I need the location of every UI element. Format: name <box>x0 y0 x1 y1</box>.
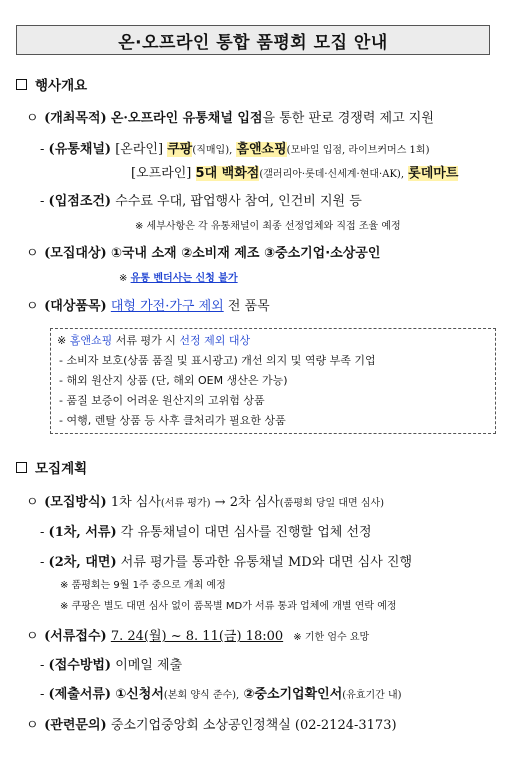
coupang-label: 쿠팡 <box>167 142 193 157</box>
conditions-note: ※ 세부사항은 각 유통채널이 최종 선정업체와 직접 조율 예정 <box>135 221 401 232</box>
exclusion-heading: ※ 홈앤쇼핑 서류 평가 시 선정 제외 대상 <box>57 334 251 347</box>
section-heading-overview: 행사개요 <box>16 78 87 94</box>
exclusion-note-box <box>50 328 496 434</box>
square-bullet-icon <box>16 462 27 473</box>
lotte-mart-label: 롯데마트 <box>408 166 459 181</box>
page-title: 온·오프라인 통합 품평회 모집 안내 <box>118 32 388 53</box>
contact-line: ㅇ (관련문의) 중소기업중앙회 소상공인정책실 (02-2124-3173) <box>26 718 397 733</box>
channels-offline-line: [오프라인] 5대 백화점(갤러리아·롯데·신세계·현대·AK), 롯데마트 <box>131 166 459 181</box>
conditions-line: - (입점조건) 수수료 우대, 팝업행사 참여, 인건비 지원 등 <box>40 194 362 209</box>
required-documents-line: - (제출서류) ①신청서(본회 양식 준수), ②중소기업확인서(유효기간 내) <box>40 687 402 702</box>
second-stage-note-1: ※ 품평회는 9월 1주 중으로 개최 예정 <box>60 580 226 591</box>
channels-online-line: - (유통채널) [온라인] 쿠팡(직매입), 홈앤쇼핑(모바일 입점, 라이브커머스 1회) <box>40 142 430 157</box>
square-bullet-icon <box>16 79 27 90</box>
submission-method-line: - (접수방법) 이메일 제출 <box>40 658 183 673</box>
second-stage-line: - (2차, 대면) 서류 평가를 통과한 유통채널 MD와 대면 심사 진행 <box>40 555 413 570</box>
purpose-line: ㅇ (개최목적) 온·오프라인 유통채널 입점을 통한 판로 경쟁력 제고 지원 <box>26 111 434 126</box>
title-box <box>16 25 490 55</box>
target-note: ※ 유통 벤더사는 신청 불가 <box>119 273 238 284</box>
items-line: ㅇ (대상품목) 대형 가전·가구 제외 전 품목 <box>26 299 270 314</box>
method-line: ㅇ (모집방식) 1차 심사(서류 평가) → 2차 심사(품평회 당일 대면 심사) <box>26 495 385 510</box>
target-line: ㅇ (모집대상) ①국내 소재 ②소비재 제조 ③중소기업·소상공인 <box>26 246 381 261</box>
exclusion-item: - 품질 보증이 어려운 원산지의 고위험 상품 <box>59 394 265 407</box>
documents-period-line: ㅇ (서류접수) 7. 24(월) ~ 8. 11(금) 18:00 ※ 기한 엄수 요망 <box>26 629 370 644</box>
homeshopping-label: 홈앤쇼핑 <box>236 142 287 157</box>
section-heading-plan: 모집계획 <box>16 461 87 477</box>
second-stage-note-2: ※ 쿠팡은 별도 대면 심사 없이 품목별 MD가 서류 통과 업체에 개별 연락 예정 <box>60 601 397 612</box>
department-stores-label: 5대 백화점 <box>195 166 260 181</box>
exclusion-item: - 해외 원산지 상품 (단, 해외 OEM 생산은 가능) <box>59 374 288 387</box>
first-stage-line: - (1차, 서류) 각 유통채널이 대면 심사를 진행할 업체 선정 <box>40 525 372 540</box>
exclusion-item: - 여행, 렌탈 상품 등 사후 클처리가 필요한 상품 <box>59 414 286 427</box>
exclusion-item: - 소비자 보호(상품 품질 및 표시광고) 개선 의지 및 역량 부족 기업 <box>59 354 376 367</box>
arrow-right-icon: → <box>214 495 226 510</box>
